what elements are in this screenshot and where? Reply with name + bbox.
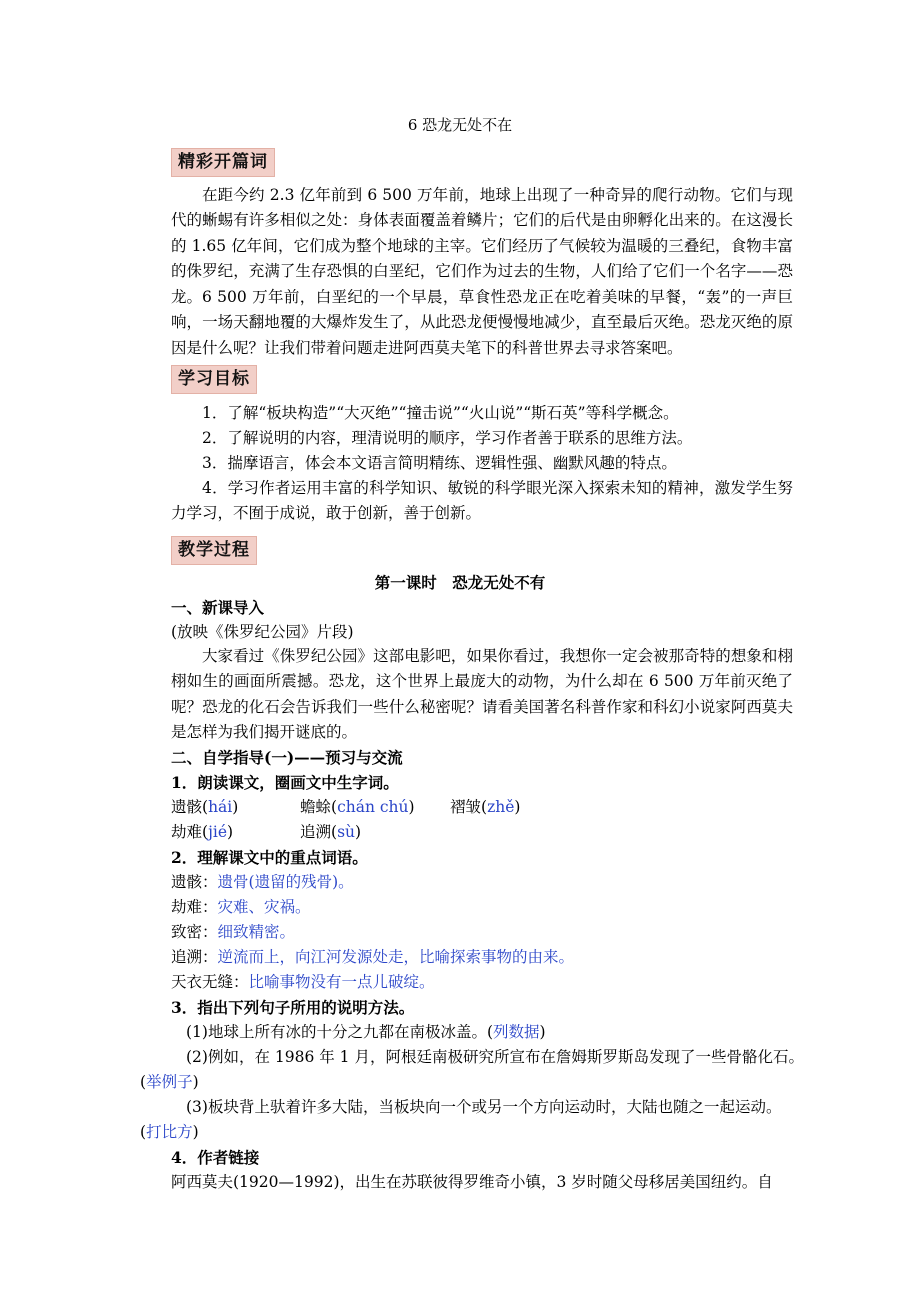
- vocab-close: ): [355, 823, 362, 841]
- sentence-answer: 列数据: [493, 1023, 540, 1041]
- goal-item-2: 2．了解说明的内容，理清说明的顺序，学习作者善于联系的思维方法。: [202, 429, 693, 447]
- term-definition: 遗骨(遗留的残骨)。: [217, 873, 354, 891]
- sentence-answer: 举例子: [146, 1073, 193, 1091]
- term-definition: 细致精密。: [217, 923, 296, 941]
- q4-heading: 4．作者链接: [171, 1148, 260, 1167]
- goal-item-3: 3．揣摩语言，体会本文语言简明精练、逻辑性强、幽默风趣的特点。: [202, 454, 677, 472]
- sentence-2-answer: [140, 1070, 199, 1095]
- part2-heading: 二、自学指导(一)——预习与交流: [171, 748, 403, 767]
- term-definition: 比喻事物没有一点儿破绽。: [248, 973, 435, 991]
- vocab-item-2: [300, 795, 415, 820]
- part1-text: 大家看过《侏罗纪公园》这部电影吧，如果你看过，我想你一定会被那奇特的想象和栩栩如生的画面所震撼。恐龙，这个世界上最庞大的动物，为什么却在 6 500 万年前灭绝了呢？恐龙的化石会告诉我们一些什么秘密呢？请看美国著名科普作家和科幻小说家阿西莫夫是怎样为我们揭开谜底的。: [171, 647, 793, 742]
- vocab-pinyin: chán chú: [337, 798, 409, 816]
- section-badge-goals: 学习目标: [171, 365, 257, 394]
- vocab-item-5: [300, 820, 361, 845]
- author-text: 阿西莫夫(1920—1992)，出生在苏联彼得罗维奇小镇，3 岁时随父母移居美国纽约。自: [171, 1173, 773, 1191]
- vocab-pinyin: zhě: [487, 798, 515, 816]
- goal-item-4: 4．学习作者运用丰富的科学知识、敏锐的科学眼光深入探索未知的精神，激发学生努力学习，不囿于成说，敢于创新，善于创新。: [171, 479, 793, 523]
- section-badge-process: 教学过程: [171, 536, 257, 565]
- sentence-close: ): [192, 1073, 199, 1091]
- q2-heading: 2．理解课文中的重点词语。: [171, 848, 368, 867]
- sentence-3-answer: [140, 1120, 199, 1145]
- sentence-2: (2)例如，在 1986 年 1 月，阿根廷南极研究所宣布在詹姆斯罗斯岛发现了一些骨骼化石。: [186, 1048, 804, 1066]
- vocab-word: 追溯(: [300, 823, 338, 841]
- term-word: 天衣无缝：: [171, 973, 249, 991]
- term-item-3: [171, 920, 295, 945]
- section-badge-intro: 精彩开篇词: [171, 148, 275, 177]
- q3-heading: 3．指出下列句子所用的说明方法。: [171, 998, 415, 1017]
- term-word: 致密：: [171, 923, 218, 941]
- term-definition: 灾难、灾祸。: [217, 898, 311, 916]
- vocab-close: ): [232, 798, 239, 816]
- sentence-close: ): [192, 1123, 199, 1141]
- part1-heading: 一、新课导入: [171, 598, 265, 617]
- vocab-pinyin: sù: [337, 823, 355, 841]
- sentence-open: (: [140, 1123, 147, 1141]
- sentence-3: (3)板块背上驮着许多大陆，当板块向一个或另一个方向运动时，大陆也随之一起运动。: [186, 1098, 782, 1116]
- lesson-title: 第一课时 恐龙无处不有: [374, 573, 546, 592]
- vocab-word: 遗骸(: [171, 798, 209, 816]
- vocab-item-4: [171, 820, 233, 845]
- sentence-close: ): [539, 1023, 546, 1041]
- intro-paragraph-2: 6 500 万年前，白垩纪的一个早晨，草食性恐龙正在吃着美味的早餐，“轰”的一声巨响，一场天翻地覆的大爆炸发生了，从此恐龙便慢慢地减少，直至最后灭绝。恐龙灭绝的原因是什么呢？让我们带着问题走进阿西莫夫笔下的科普世界去寻求答案吧。: [171, 288, 793, 357]
- vocab-pinyin: jié: [208, 823, 227, 841]
- intro-paragraph-1: 在距今约 2.3 亿年前到 6 500 万年前，地球上出现了一种奇异的爬行动物。它们与现代的蜥蜴有许多相似之处：身体表面覆盖着鳞片；它们的后代是由卵孵化出来的。在这漫长的 1.65 亿年间，它们成为整个地球的主宰。它们经历了气候较为温暖的三叠纪，食物丰富的侏罗纪，充满了生存恐惧的白垩纪，它们作为过去的生物，人们给了它们一个名字——恐龙。: [171, 186, 793, 306]
- sentence-open: (: [140, 1073, 147, 1091]
- sentence-1: [186, 1020, 546, 1045]
- sentence-text: (1)地球上所有冰的十分之九都在南极冰盖。(: [186, 1023, 494, 1041]
- vocab-word: 蟾蜍(: [300, 798, 338, 816]
- q1-heading: 1．朗读课文，圈画文中生字词。: [171, 773, 399, 792]
- vocab-close: ): [227, 823, 234, 841]
- term-word: 追溯：: [171, 948, 218, 966]
- term-word: 劫难：: [171, 898, 218, 916]
- sentence-answer: 打比方: [146, 1123, 193, 1141]
- vocab-close: ): [514, 798, 521, 816]
- goal-item-1: 1．了解“板块构造”“大灭绝”“撞击说”“火山说”“斯石英”等科学概念。: [202, 404, 679, 422]
- vocab-item-3: [450, 795, 520, 820]
- vocab-word: 劫难(: [171, 823, 209, 841]
- vocab-word: 褶皱(: [450, 798, 488, 816]
- term-word: 遗骸：: [171, 873, 218, 891]
- part1-note: (放映《侏罗纪公园》片段): [171, 623, 354, 641]
- term-definition: 逆流而上，向江河发源处走，比喻探索事物的由来。: [217, 948, 575, 966]
- vocab-pinyin: hái: [208, 798, 233, 816]
- term-item-5: [171, 970, 435, 995]
- vocab-item-1: [171, 795, 238, 820]
- term-item-1: [171, 870, 354, 895]
- vocab-close: ): [408, 798, 415, 816]
- term-item-4: [171, 945, 574, 970]
- term-item-2: [171, 895, 311, 920]
- page-title: 6 恐龙无处不在: [407, 116, 513, 134]
